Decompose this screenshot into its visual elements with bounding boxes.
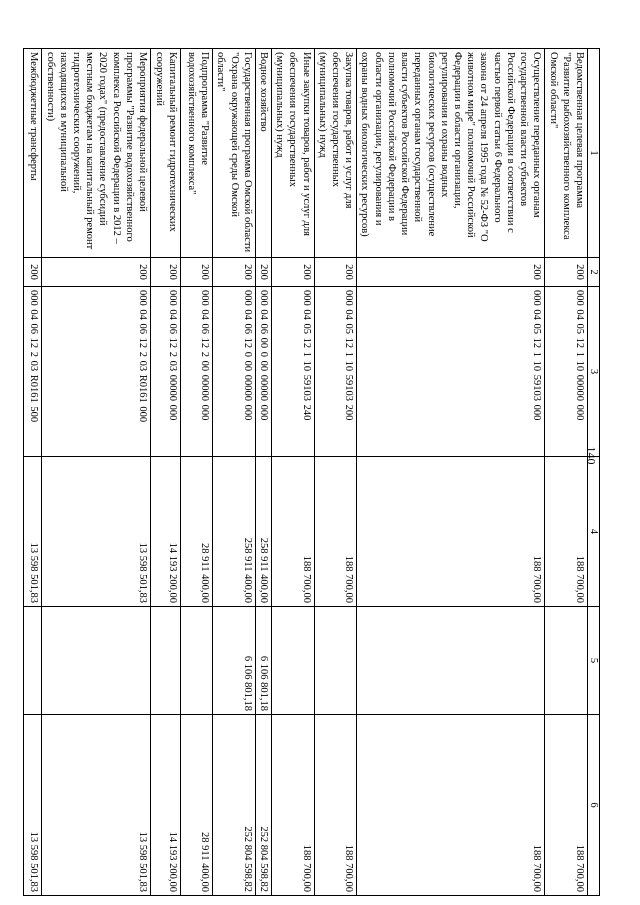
row-name: Иные закупки товаров, работ и услуг для обеспечения государственных (муниципальных) нужд: [271, 49, 314, 258]
row-razdel: 200: [357, 258, 545, 287]
row-name: Подпрограмма "Развитие водохозяйственного комплекса": [181, 49, 213, 258]
row-col5: [24, 607, 42, 715]
row-code: 000 04 06 12 2 00 00000 000: [181, 287, 213, 457]
row-name: Капитальный ремонт гидротехнических сооружений: [151, 49, 181, 258]
row-code: 000 04 05 12 1 10 59103 200: [314, 287, 357, 457]
row-col4: 188 700,00: [271, 457, 314, 607]
row-razdel: 200: [42, 258, 151, 287]
row-col6: 188 700,00: [271, 715, 314, 896]
row-name: Ведомственная целевая программа "Развитие рыбохозяйственного комплекса Омской области": [545, 49, 588, 258]
column-header-4: 4: [588, 457, 600, 607]
row-col6: 14 193 200,00: [151, 715, 181, 896]
row-col4: 28 911 400,00: [181, 457, 213, 607]
row-code: 000 04 06 00 0 00 00000 000: [255, 287, 271, 457]
row-razdel: 200: [151, 258, 181, 287]
row-name: Водное хозяйство: [255, 49, 271, 258]
row-col6: 13 598 501,83: [24, 715, 42, 896]
row-col6: 28 911 400,00: [181, 715, 213, 896]
table-row: [42, 49, 151, 896]
table-row: [24, 49, 42, 896]
row-col4: 188 700,00: [357, 457, 545, 607]
row-col6: 252 804 598,82: [213, 715, 256, 896]
row-code: 000 04 05 12 1 10 59103 000: [357, 287, 545, 457]
rotated-page-content: [28, 48, 600, 895]
table-row: [545, 49, 588, 896]
row-col6: 188 700,00: [357, 715, 545, 896]
row-name: Мероприятия федеральной целевой программы "Развитие водохозяйственного комплекса Российской Федерации в 2012 – 2020 годах" (предоставление субсидий местным бюджетам на капитальный ремонт гидротехнических сооружений, находящихся в муниципальной собственности): [42, 49, 151, 258]
budget-table: [23, 48, 600, 896]
row-col6: 188 700,00: [545, 715, 588, 896]
column-header-1: 1: [588, 49, 600, 258]
row-col6: 13 598 501,83: [42, 715, 151, 896]
row-col5: [314, 607, 357, 715]
row-col5: 6 106 801,18: [255, 607, 271, 715]
row-col5: [545, 607, 588, 715]
row-col4: 258 911 400,00: [255, 457, 271, 607]
row-code: 000 04 05 12 1 10 59103 240: [271, 287, 314, 457]
row-col4: 258 911 400,00: [213, 457, 256, 607]
column-header-2: 2: [588, 258, 600, 287]
row-razdel: 200: [314, 258, 357, 287]
row-razdel: 200: [181, 258, 213, 287]
column-header-6: 6: [588, 715, 600, 896]
row-code: 000 04 06 12 2 03 R0161 000: [42, 287, 151, 457]
column-header-3: 3: [588, 287, 600, 457]
table-row: [181, 49, 213, 896]
row-col4: 188 700,00: [545, 457, 588, 607]
row-razdel: 200: [545, 258, 588, 287]
row-col5: [271, 607, 314, 715]
row-col5: [151, 607, 181, 715]
row-razdel: 200: [24, 258, 42, 287]
table-row: [255, 49, 271, 896]
table-row: [151, 49, 181, 896]
row-col5: [357, 607, 545, 715]
row-razdel: 200: [271, 258, 314, 287]
row-razdel: 200: [255, 258, 271, 287]
row-col5: [42, 607, 151, 715]
table-row: [357, 49, 545, 896]
row-razdel: 200: [213, 258, 256, 287]
table-row: [314, 49, 357, 896]
column-number-row: [588, 49, 600, 896]
page-number: 140: [584, 446, 599, 465]
row-code: 000 04 06 12 2 03 00000 000: [151, 287, 181, 457]
row-code: 000 04 06 12 0 00 00000 000: [213, 287, 256, 457]
row-col4: 13 598 501,83: [42, 457, 151, 607]
row-col5: [181, 607, 213, 715]
row-name: Закупка товаров, работ и услуг для обеспечения государственных (муниципальных) нужд: [314, 49, 357, 258]
row-col4: 14 193 200,00: [151, 457, 181, 607]
row-name: Государственная программа Омской области "Охрана окружающей среды Омской области": [213, 49, 256, 258]
table-container: [28, 48, 600, 895]
row-col6: 188 700,00: [314, 715, 357, 896]
row-name: Осуществление переданных органам государственной власти субъектов Российской Федерации в соответствии с частью первой статьи 6 Федерального закона от 24 апреля 1995 года № 52-ФЗ "О животном мире" полномочий Российской Федерации в области организации, регулирования и охраны водных биологических ресурсов (осуществление переданных органам государственной власти субъектов Российской Федерации полномочий Российской Федерации в области организации, регулирования и охраны водных биологических ресурсов): [357, 49, 545, 258]
row-col4: 188 700,00: [314, 457, 357, 607]
column-header-5: 5: [588, 607, 600, 715]
table-row: [271, 49, 314, 896]
row-name: Межбюджетные трансферты: [24, 49, 42, 258]
row-code: 000 04 05 12 1 10 00000 000: [545, 287, 588, 457]
row-col5: 6 106 801,18: [213, 607, 256, 715]
row-code: 000 04 06 12 2 03 R0161 500: [24, 287, 42, 457]
row-col4: 13 598 501,83: [24, 457, 42, 607]
table-row: [213, 49, 256, 896]
row-col6: 252 804 598,82: [255, 715, 271, 896]
